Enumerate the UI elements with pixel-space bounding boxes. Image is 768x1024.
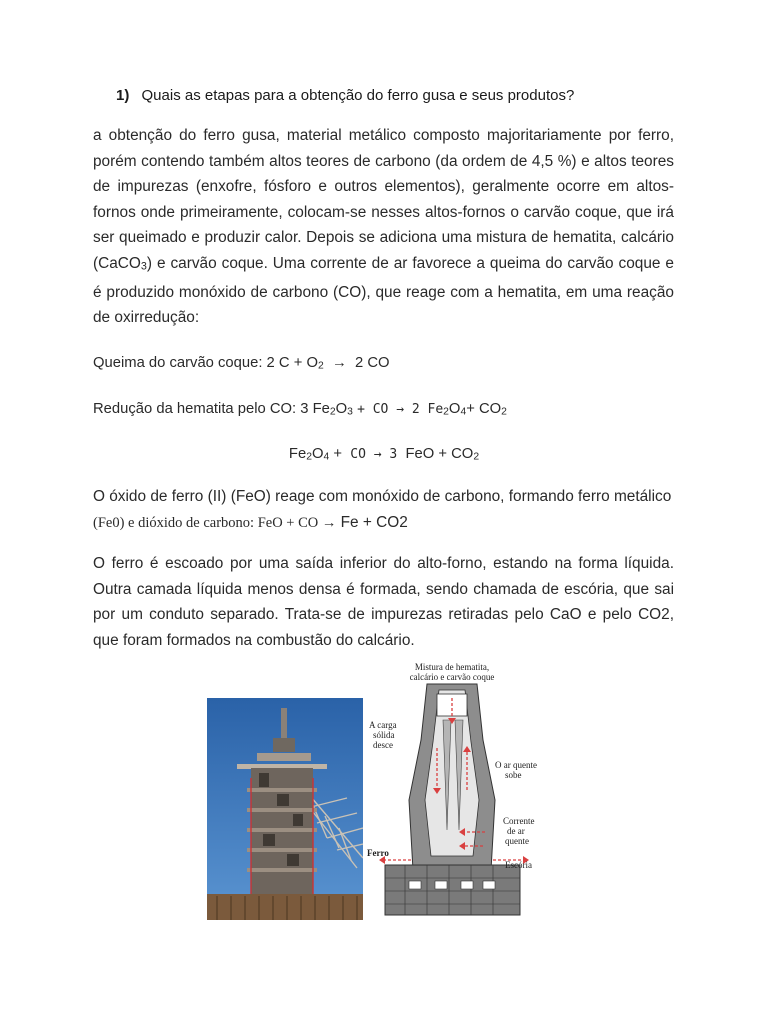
question-number: 1) bbox=[116, 87, 130, 104]
diagram-label-escoria: Escória bbox=[505, 860, 532, 870]
eq2-sub3: 2 bbox=[443, 406, 449, 418]
equation-magnetite-reduction bbox=[0, 446, 768, 463]
eq3-text1: Fe bbox=[288, 446, 307, 462]
eq3-sub1: 2 bbox=[306, 451, 312, 463]
blast-furnace-photo bbox=[207, 698, 363, 920]
paragraph-1-text-a: a obtenção do ferro gusa, material metálico composto majoritariamente por ferro, porém contendo também altos teores de carbono (da ordem de 4,5 %) e altos teores de impurezas (enxofre, fósforo e outros elementos), geralmente ocorre em altos-fornos onde primeiramente, colocam-se nesses altos-fornos o carvão coque, que irá ser queimado e produzir calor. Depois se adiciona uma mistura de hematita, calcário (CaCO bbox=[93, 127, 674, 272]
question-heading bbox=[116, 87, 716, 104]
eq1-sub1: 2 bbox=[317, 360, 324, 372]
equation-hematite-reduction bbox=[93, 401, 507, 418]
eq3-sub2: 4 bbox=[323, 451, 330, 463]
paragraph-1 bbox=[93, 123, 674, 331]
paragraph-4: O ferro é escoado por uma saída inferior do alto-forno, estando na forma líquida. Outra camada líquida menos densa é formada, sendo chamada de escória, que sai por um conduto separado. Trata-se de impurezas retiradas pelo CaO e pelo CO2, que foram formados na combustão do calcário. bbox=[93, 555, 674, 649]
eq3-sub3: 2 bbox=[473, 451, 480, 463]
eq3-text3: + bbox=[333, 446, 343, 462]
diagram-label-corrente-3: quente bbox=[505, 836, 529, 846]
paragraph-3-serif: (Fe0) e dióxido de carbono: FeO + CO → bbox=[93, 514, 337, 531]
diagram-label-ar-2: sobe bbox=[505, 770, 522, 780]
diagram-label-ferro: Ferro bbox=[367, 848, 389, 858]
diagram-label-mix-1: Mistura de hematita, bbox=[414, 662, 490, 672]
paragraph-1-text-b: ) e carvão coque. Uma corrente de ar favorece a queima do carvão coque e é produzido monóxido de carbono (CO), que reage com a hematita, em uma reação de oxirredução: bbox=[93, 254, 674, 327]
eq2-sub1: 2 bbox=[329, 406, 336, 418]
eq3-text2: O bbox=[311, 446, 324, 462]
diagram-label-carga-3: desce bbox=[373, 740, 393, 750]
eq2-text3: O bbox=[448, 401, 461, 417]
eq2-text1: Redução da hematita pelo CO: 3 Fe bbox=[93, 401, 330, 417]
diagram-label-carga-1: A carga bbox=[369, 720, 397, 730]
eq2-sub5: 2 bbox=[501, 406, 507, 418]
paragraph-3-text-a: O óxido de ferro (II) (FeO) reage com monóxido de carbono, formando ferro metálico bbox=[93, 488, 672, 505]
diagram-label-corrente-2: de ar bbox=[507, 826, 525, 836]
question-text: Quais as etapas para a obtenção do ferro gusa e seus produtos? bbox=[141, 87, 575, 104]
figures bbox=[207, 660, 537, 922]
diagram-label-corrente-1: Corrente bbox=[503, 816, 535, 826]
blast-furnace-diagram bbox=[365, 660, 540, 922]
eq2-text2: O bbox=[335, 401, 348, 417]
diagram-label-mix-2: calcário e carvão coque bbox=[409, 672, 495, 682]
paragraph-1-sub: 3 bbox=[140, 260, 147, 273]
eq2-mono: + CO → 2 Fe bbox=[357, 402, 444, 417]
eq1-text1: Queima do carvão coque: 2 C + O bbox=[93, 355, 318, 371]
paragraph-3-text-b: Fe + CO2 bbox=[340, 513, 408, 531]
diagram-label-ar-1: O ar quente bbox=[495, 760, 537, 770]
eq2-text4: + CO bbox=[466, 401, 502, 417]
paragraph-3 bbox=[93, 484, 674, 536]
equation-coke-burning bbox=[93, 355, 390, 372]
diagram-label-carga-2: sólida bbox=[373, 730, 395, 740]
eq2-sub4: 4 bbox=[460, 406, 467, 418]
eq2-sub2: 3 bbox=[347, 406, 353, 418]
eq1-text2: 2 CO bbox=[354, 355, 390, 371]
eq3-text4: FeO + CO bbox=[405, 446, 474, 462]
eq3-mono: CO → 3 bbox=[350, 447, 398, 462]
eq1-arrow: → bbox=[331, 355, 347, 371]
